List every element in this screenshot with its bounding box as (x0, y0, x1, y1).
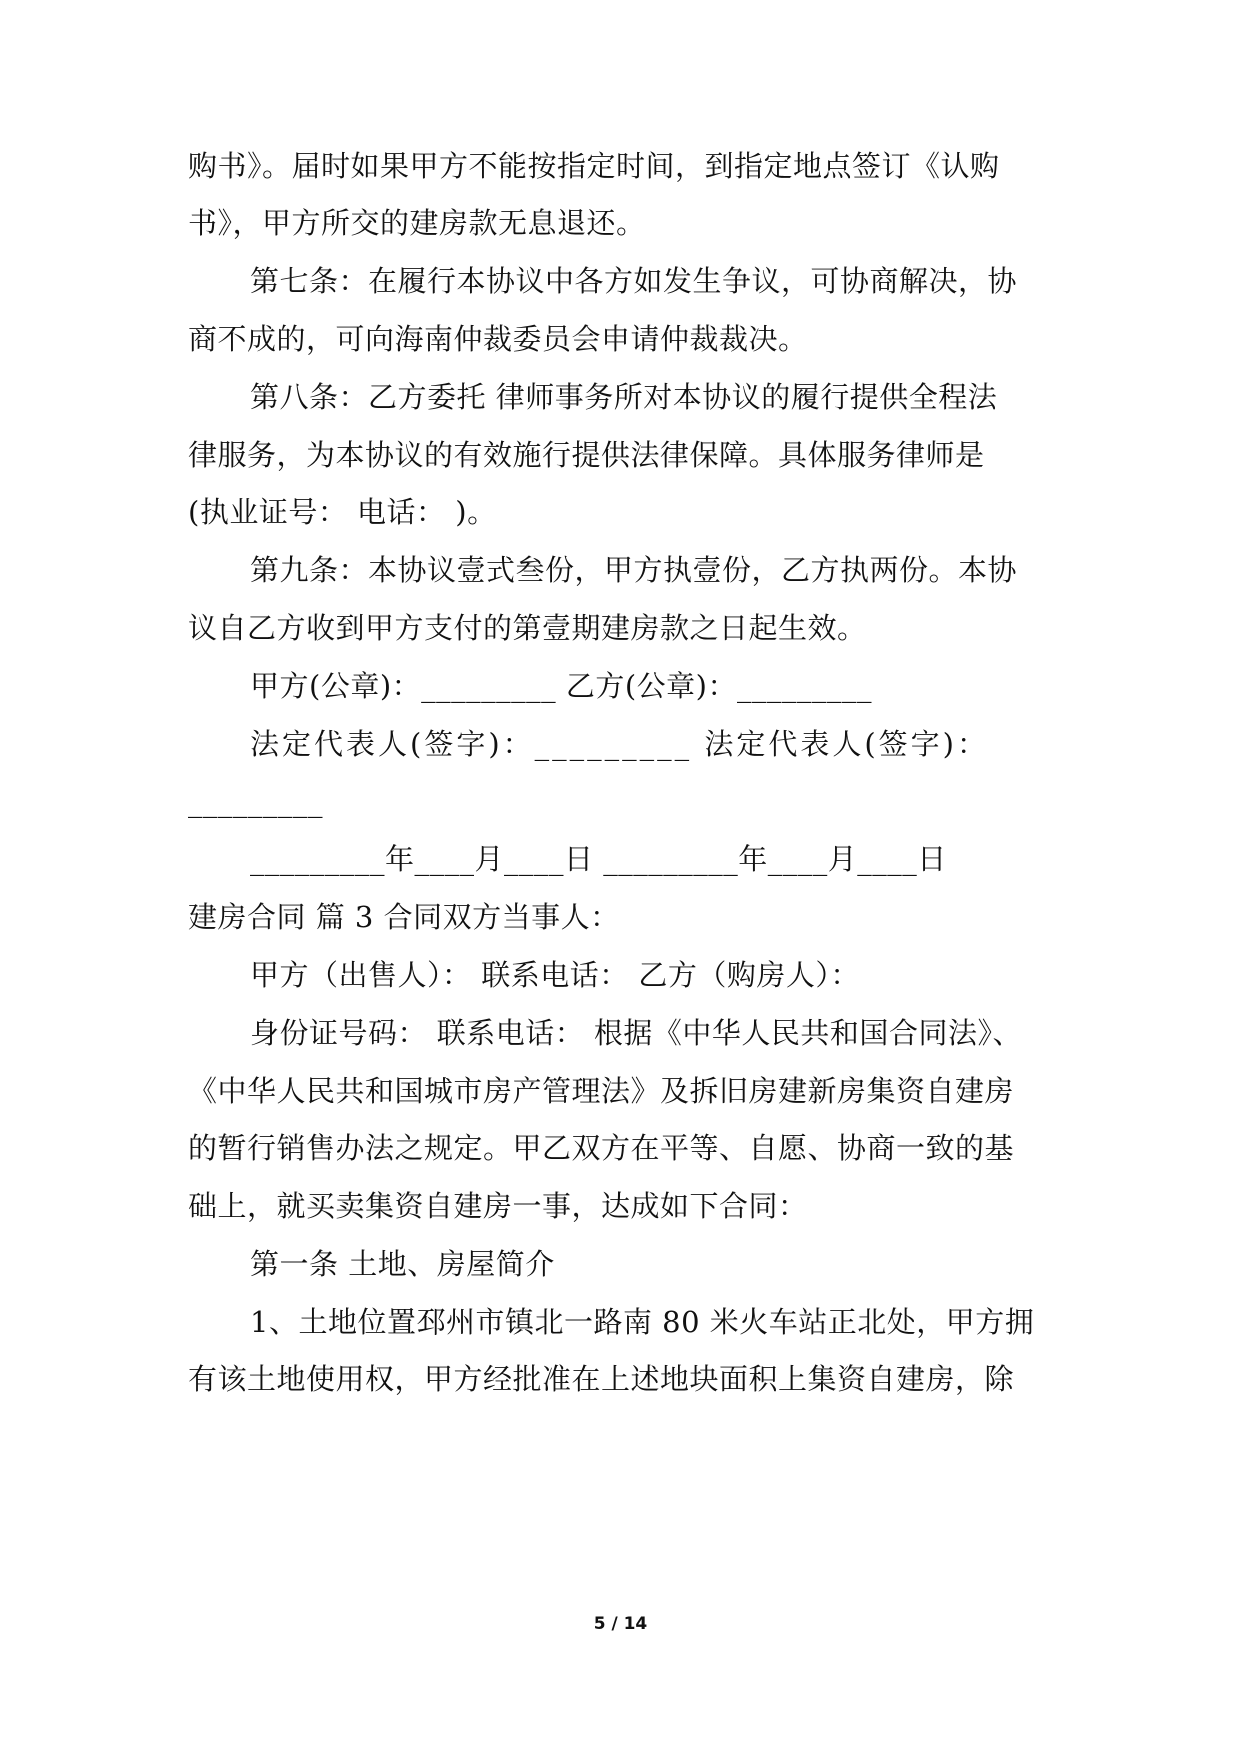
article-1-heading: 第一条 土地、房屋简介 (250, 1247, 555, 1281)
body-text-line: 础上，就买卖集资自建房一事，达成如下合同： (188, 1189, 808, 1223)
representative-signature-line: 法定代表人(签字)：_________ 法定代表人(签字)： (250, 727, 989, 761)
contract-heading: 建房合同 篇 3 合同双方当事人： (188, 900, 620, 934)
article-9-line: 第九条：本协议壹式叁份，甲方执壹份，乙方执两份。本协 (250, 553, 1018, 587)
body-text-line: 1、土地位置邳州市镇北一路南 80 米火车站正北处，甲方拥 (250, 1305, 1035, 1339)
body-text-line: 《中华人民共和国城市房产管理法》及拆旧房建新房集资自建房 (188, 1074, 1015, 1108)
body-text-line: 书》，甲方所交的建房款无息退还。 (188, 206, 646, 240)
body-text-line: 有该土地使用权，甲方经批准在上述地块面积上集资自建房，除 (188, 1362, 1015, 1396)
body-text-line: 身份证号码： 联系电话： 根据《中华人民共和国合同法》、 (250, 1016, 1022, 1050)
body-text-line: 律服务，为本协议的有效施行提供法律保障。具体服务律师是 (188, 438, 985, 472)
body-text-line: (执业证号： 电话： )。 (188, 495, 497, 529)
body-text-line: 购书》。届时如果甲方不能按指定时间，到指定地点签订《认购 (188, 149, 1000, 183)
date-line: _________年____月____日 _________年____月____日 (250, 842, 947, 876)
body-text-line: 议自乙方收到甲方支付的第壹期建房款之日起生效。 (188, 611, 867, 645)
signature-blank-line: _________ (188, 784, 323, 818)
body-text-line: 的暂行销售办法之规定。甲乙双方在平等、自愿、协商一致的基 (188, 1131, 1015, 1165)
page-number: 5 / 14 (593, 1614, 648, 1634)
party-info-line: 甲方（出售人）： 联系电话： 乙方（购房人）： (250, 958, 860, 992)
body-text-line: 商不成的，可向海南仲裁委员会申请仲裁裁决。 (188, 322, 808, 356)
article-7-line: 第七条：在履行本协议中各方如发生争议，可协商解决，协 (250, 264, 1018, 298)
seal-signature-line: 甲方(公章)：_________ 乙方(公章)：_________ (250, 669, 872, 703)
article-8-line: 第八条：乙方委托 律师事务所对本协议的履行提供全程法 (250, 380, 998, 414)
